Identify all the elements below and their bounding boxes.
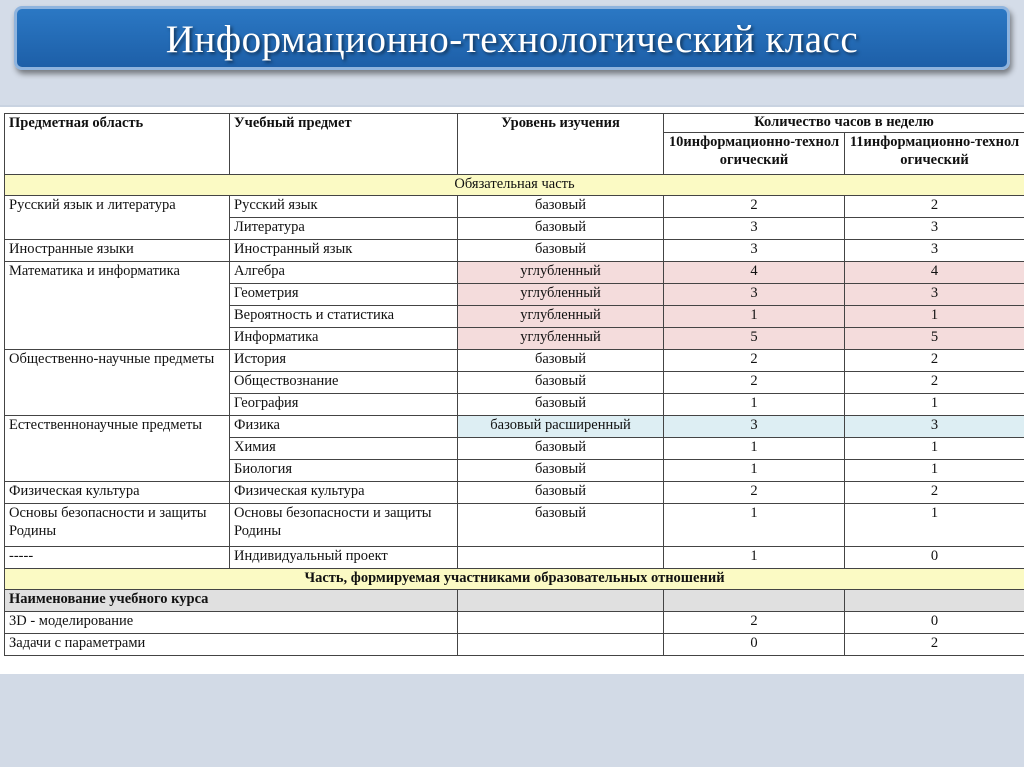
table-row: [5, 504, 1024, 547]
table-row: [5, 634, 1024, 656]
level-cell: базовый: [458, 196, 664, 218]
area-natural: Естественнонаучные предметы: [5, 416, 230, 482]
slide-title: Информационно-технологический класс: [165, 18, 859, 61]
level-cell: базовый: [458, 504, 664, 547]
level-cell: базовый: [458, 218, 664, 240]
course-header-empty: [458, 590, 664, 612]
subject-cell: Геометрия: [230, 284, 458, 306]
area-pe: Физическая культура: [5, 482, 230, 504]
table-row: [5, 416, 1024, 438]
subject-cell: Вероятность и статистика: [230, 306, 458, 328]
hours-11-cell: 2: [845, 634, 1024, 656]
hours-11-cell: 0: [845, 612, 1024, 634]
section-optional-row: [5, 569, 1024, 590]
hours-10-cell: 2: [664, 196, 845, 218]
subject-cell: Иностранный язык: [230, 240, 458, 262]
hours-11-cell: 2: [845, 196, 1024, 218]
course-header-empty: [845, 590, 1024, 612]
hours-10-cell: 3: [664, 416, 845, 438]
subject-cell: Русский язык: [230, 196, 458, 218]
subject-cell: Литература: [230, 218, 458, 240]
curriculum-table: [4, 113, 1024, 656]
title-banner: [14, 6, 1010, 70]
area-russian: Русский язык и литература: [5, 196, 230, 240]
hours-11-cell: 1: [845, 306, 1024, 328]
hours-10-cell: 2: [664, 372, 845, 394]
course-header-empty: [664, 590, 845, 612]
hours-10-cell: 1: [664, 438, 845, 460]
section-mandatory: Обязательная часть: [5, 175, 1024, 196]
area-social: Общественно-научные предметы: [5, 350, 230, 416]
subject-cell: Биология: [230, 460, 458, 482]
hours-11-cell: 2: [845, 372, 1024, 394]
level-cell: [458, 547, 664, 569]
area-dash: -----: [5, 547, 230, 569]
table-row: [5, 547, 1024, 569]
hours-11-cell: 5: [845, 328, 1024, 350]
course-name-header: Наименование учебного курса: [5, 590, 458, 612]
subject-cell: Основы безопасности и защиты Родины: [230, 504, 458, 547]
header-hours: Количество часов в неделю: [664, 114, 1024, 133]
level-cell: углубленный: [458, 328, 664, 350]
hours-10-cell: 3: [664, 240, 845, 262]
course-name-cell: Задачи с параметрами: [5, 634, 458, 656]
hours-10-cell: 5: [664, 328, 845, 350]
level-cell: углубленный: [458, 284, 664, 306]
level-cell: базовый: [458, 460, 664, 482]
hours-11-cell: 3: [845, 284, 1024, 306]
level-cell: базовый: [458, 394, 664, 416]
slide-bottom-area: [0, 674, 1024, 767]
area-foreign: Иностранные языки: [5, 240, 230, 262]
level-cell: базовый: [458, 438, 664, 460]
hours-10-cell: 0: [664, 634, 845, 656]
subject-cell: Физика: [230, 416, 458, 438]
table-row: [5, 482, 1024, 504]
level-cell: базовый: [458, 482, 664, 504]
header-grade-10: 10информационно-технологический: [664, 132, 845, 174]
area-math: Математика и информатика: [5, 262, 230, 350]
course-empty-cell: [458, 634, 664, 656]
table-row: [5, 612, 1024, 634]
curriculum-document: [0, 107, 1024, 674]
subject-cell: География: [230, 394, 458, 416]
table-row: [5, 262, 1024, 284]
subject-cell: Индивидуальный проект: [230, 547, 458, 569]
section-mandatory-row: [5, 175, 1024, 196]
hours-10-cell: 1: [664, 394, 845, 416]
subject-cell: Информатика: [230, 328, 458, 350]
subject-cell: Физическая культура: [230, 482, 458, 504]
level-cell: базовый расширенный: [458, 416, 664, 438]
subject-cell: Обществознание: [230, 372, 458, 394]
header-grade-11: 11информационно-технологический: [845, 132, 1024, 174]
table-row: [5, 350, 1024, 372]
level-cell: базовый: [458, 372, 664, 394]
hours-11-cell: 2: [845, 482, 1024, 504]
hours-10-cell: 1: [664, 504, 845, 547]
hours-11-cell: 1: [845, 438, 1024, 460]
hours-10-cell: 2: [664, 612, 845, 634]
hours-10-cell: 2: [664, 350, 845, 372]
header-subject: Учебный предмет: [230, 114, 458, 175]
subject-cell: Алгебра: [230, 262, 458, 284]
hours-11-cell: 1: [845, 394, 1024, 416]
hours-11-cell: 1: [845, 460, 1024, 482]
hours-11-cell: 3: [845, 240, 1024, 262]
course-header-row: [5, 590, 1024, 612]
area-safety: Основы безопасности и защиты Родины: [5, 504, 230, 547]
hours-10-cell: 3: [664, 218, 845, 240]
header-level: Уровень изучения: [458, 114, 664, 175]
subject-cell: История: [230, 350, 458, 372]
table-row: [5, 196, 1024, 218]
level-cell: базовый: [458, 240, 664, 262]
course-name-cell: 3D - моделирование: [5, 612, 458, 634]
section-optional: Часть, формируемая участниками образовательных отношений: [5, 569, 1024, 590]
table-row: [5, 240, 1024, 262]
hours-11-cell: 2: [845, 350, 1024, 372]
hours-11-cell: 0: [845, 547, 1024, 569]
subject-cell: Химия: [230, 438, 458, 460]
course-empty-cell: [458, 612, 664, 634]
hours-10-cell: 2: [664, 482, 845, 504]
level-cell: базовый: [458, 350, 664, 372]
level-cell: углубленный: [458, 262, 664, 284]
hours-11-cell: 3: [845, 218, 1024, 240]
hours-11-cell: 1: [845, 504, 1024, 547]
header-area: Предметная область: [5, 114, 230, 175]
hours-10-cell: 3: [664, 284, 845, 306]
hours-10-cell: 1: [664, 460, 845, 482]
level-cell: углубленный: [458, 306, 664, 328]
hours-10-cell: 4: [664, 262, 845, 284]
hours-11-cell: 3: [845, 416, 1024, 438]
table-header-row: [5, 114, 1024, 133]
hours-10-cell: 1: [664, 547, 845, 569]
hours-10-cell: 1: [664, 306, 845, 328]
hours-11-cell: 4: [845, 262, 1024, 284]
